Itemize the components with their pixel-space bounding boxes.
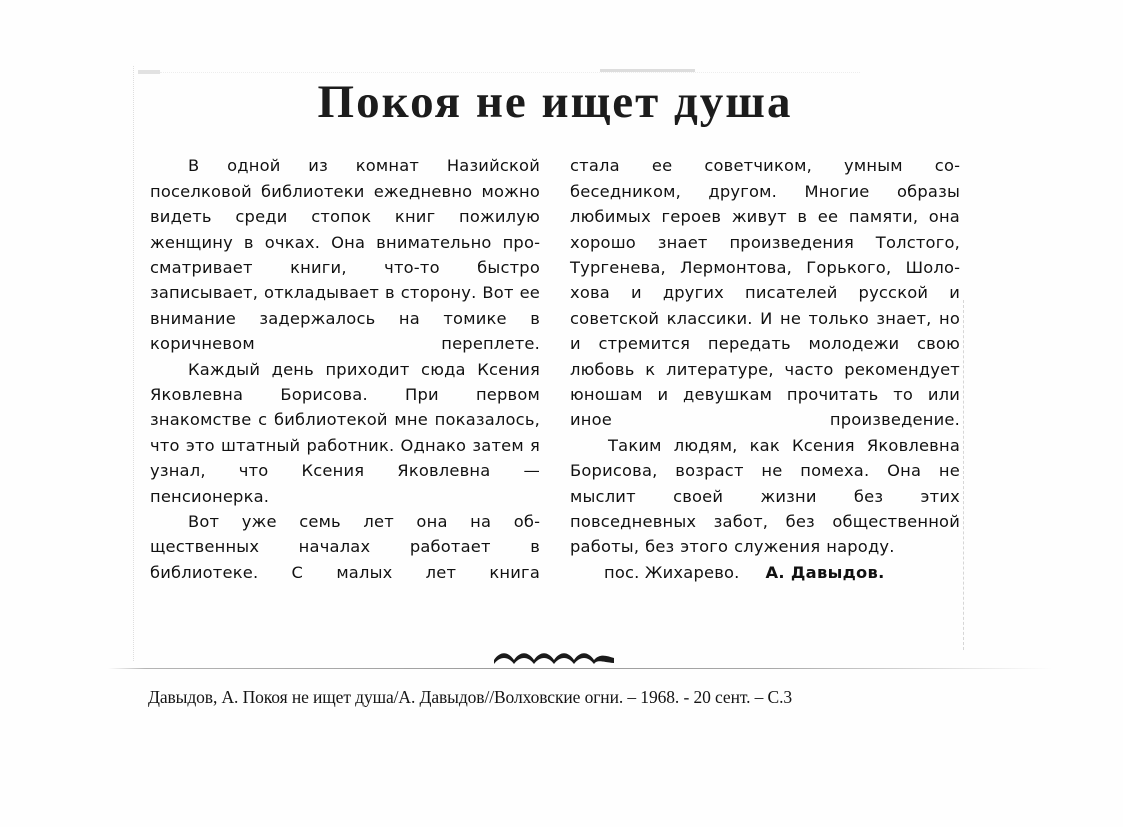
clipping-top-edge-artifact: [160, 72, 860, 74]
article-column-left: [150, 153, 540, 585]
byline-author: А. Давыдов.: [765, 562, 885, 582]
article-headline: Покоя не ищет душа: [317, 76, 793, 128]
article-columns: [150, 153, 960, 585]
scan-smudge-top: [600, 69, 695, 72]
bibliographic-citation: Давыдов, А. Покоя не ищет душа/А. Давыдов//Волховские огни. – 1968. - 20 сент. – С.3: [148, 687, 793, 707]
paragraph: Каждый день приходит сюда Ксения Яковлевна Борисова. При первом знакомстве с библиотекой мне показалось, что это штатный работник. Однако затем я узнал, что Ксения Яковлевна — пенсионерка.: [150, 359, 540, 506]
article-column-right: [570, 153, 960, 585]
article-byline: [570, 560, 960, 585]
paragraph: Вот уже семь лет она на общественных началах работает в библиотеке. С малых лет книга: [150, 512, 540, 582]
paragraph: стала ее советчиком, умным собеседником, другом. Многие образы любимых героев живут в ее памяти, она хорошо знает произведения Толстого, Тургенева, Лермонтова, Горького, Шолохова и других писателей русской и советской классики. И не только знает, но и стремится передать молодежи свою любовь к литературе, часто рекомендует юношам и девушкам прочитать то или иное произведение.: [570, 156, 960, 430]
scan-smudge-left: [138, 70, 160, 74]
paragraph: В одной из комнат Назийской поселковой библиотеки ежедневно можно видеть среди стопок книг пожилую женщину в очках. Она внимательно просматривает книги, что-то быстро записывает, откладывает в сторону. Вот ее внимание задержалось на томике в коричневом переплете.: [150, 156, 540, 354]
byline-place: пос. Жихарево.: [604, 562, 740, 582]
clipping-right-edge-artifact: [963, 300, 965, 650]
ornament-container: [150, 650, 960, 666]
paragraph: Таким людям, как Ксения Яковлевна Борисова, возраст не помеха. Она не мыслит своей жизни без этих повседневных забот, без общественной работы, без этого служения народу.: [570, 435, 960, 557]
newspaper-article: [150, 78, 960, 653]
bottom-divider-rule: [108, 668, 1053, 669]
wavy-squiggle-ornament: [491, 650, 619, 666]
clipping-left-edge-artifact: [133, 66, 135, 661]
